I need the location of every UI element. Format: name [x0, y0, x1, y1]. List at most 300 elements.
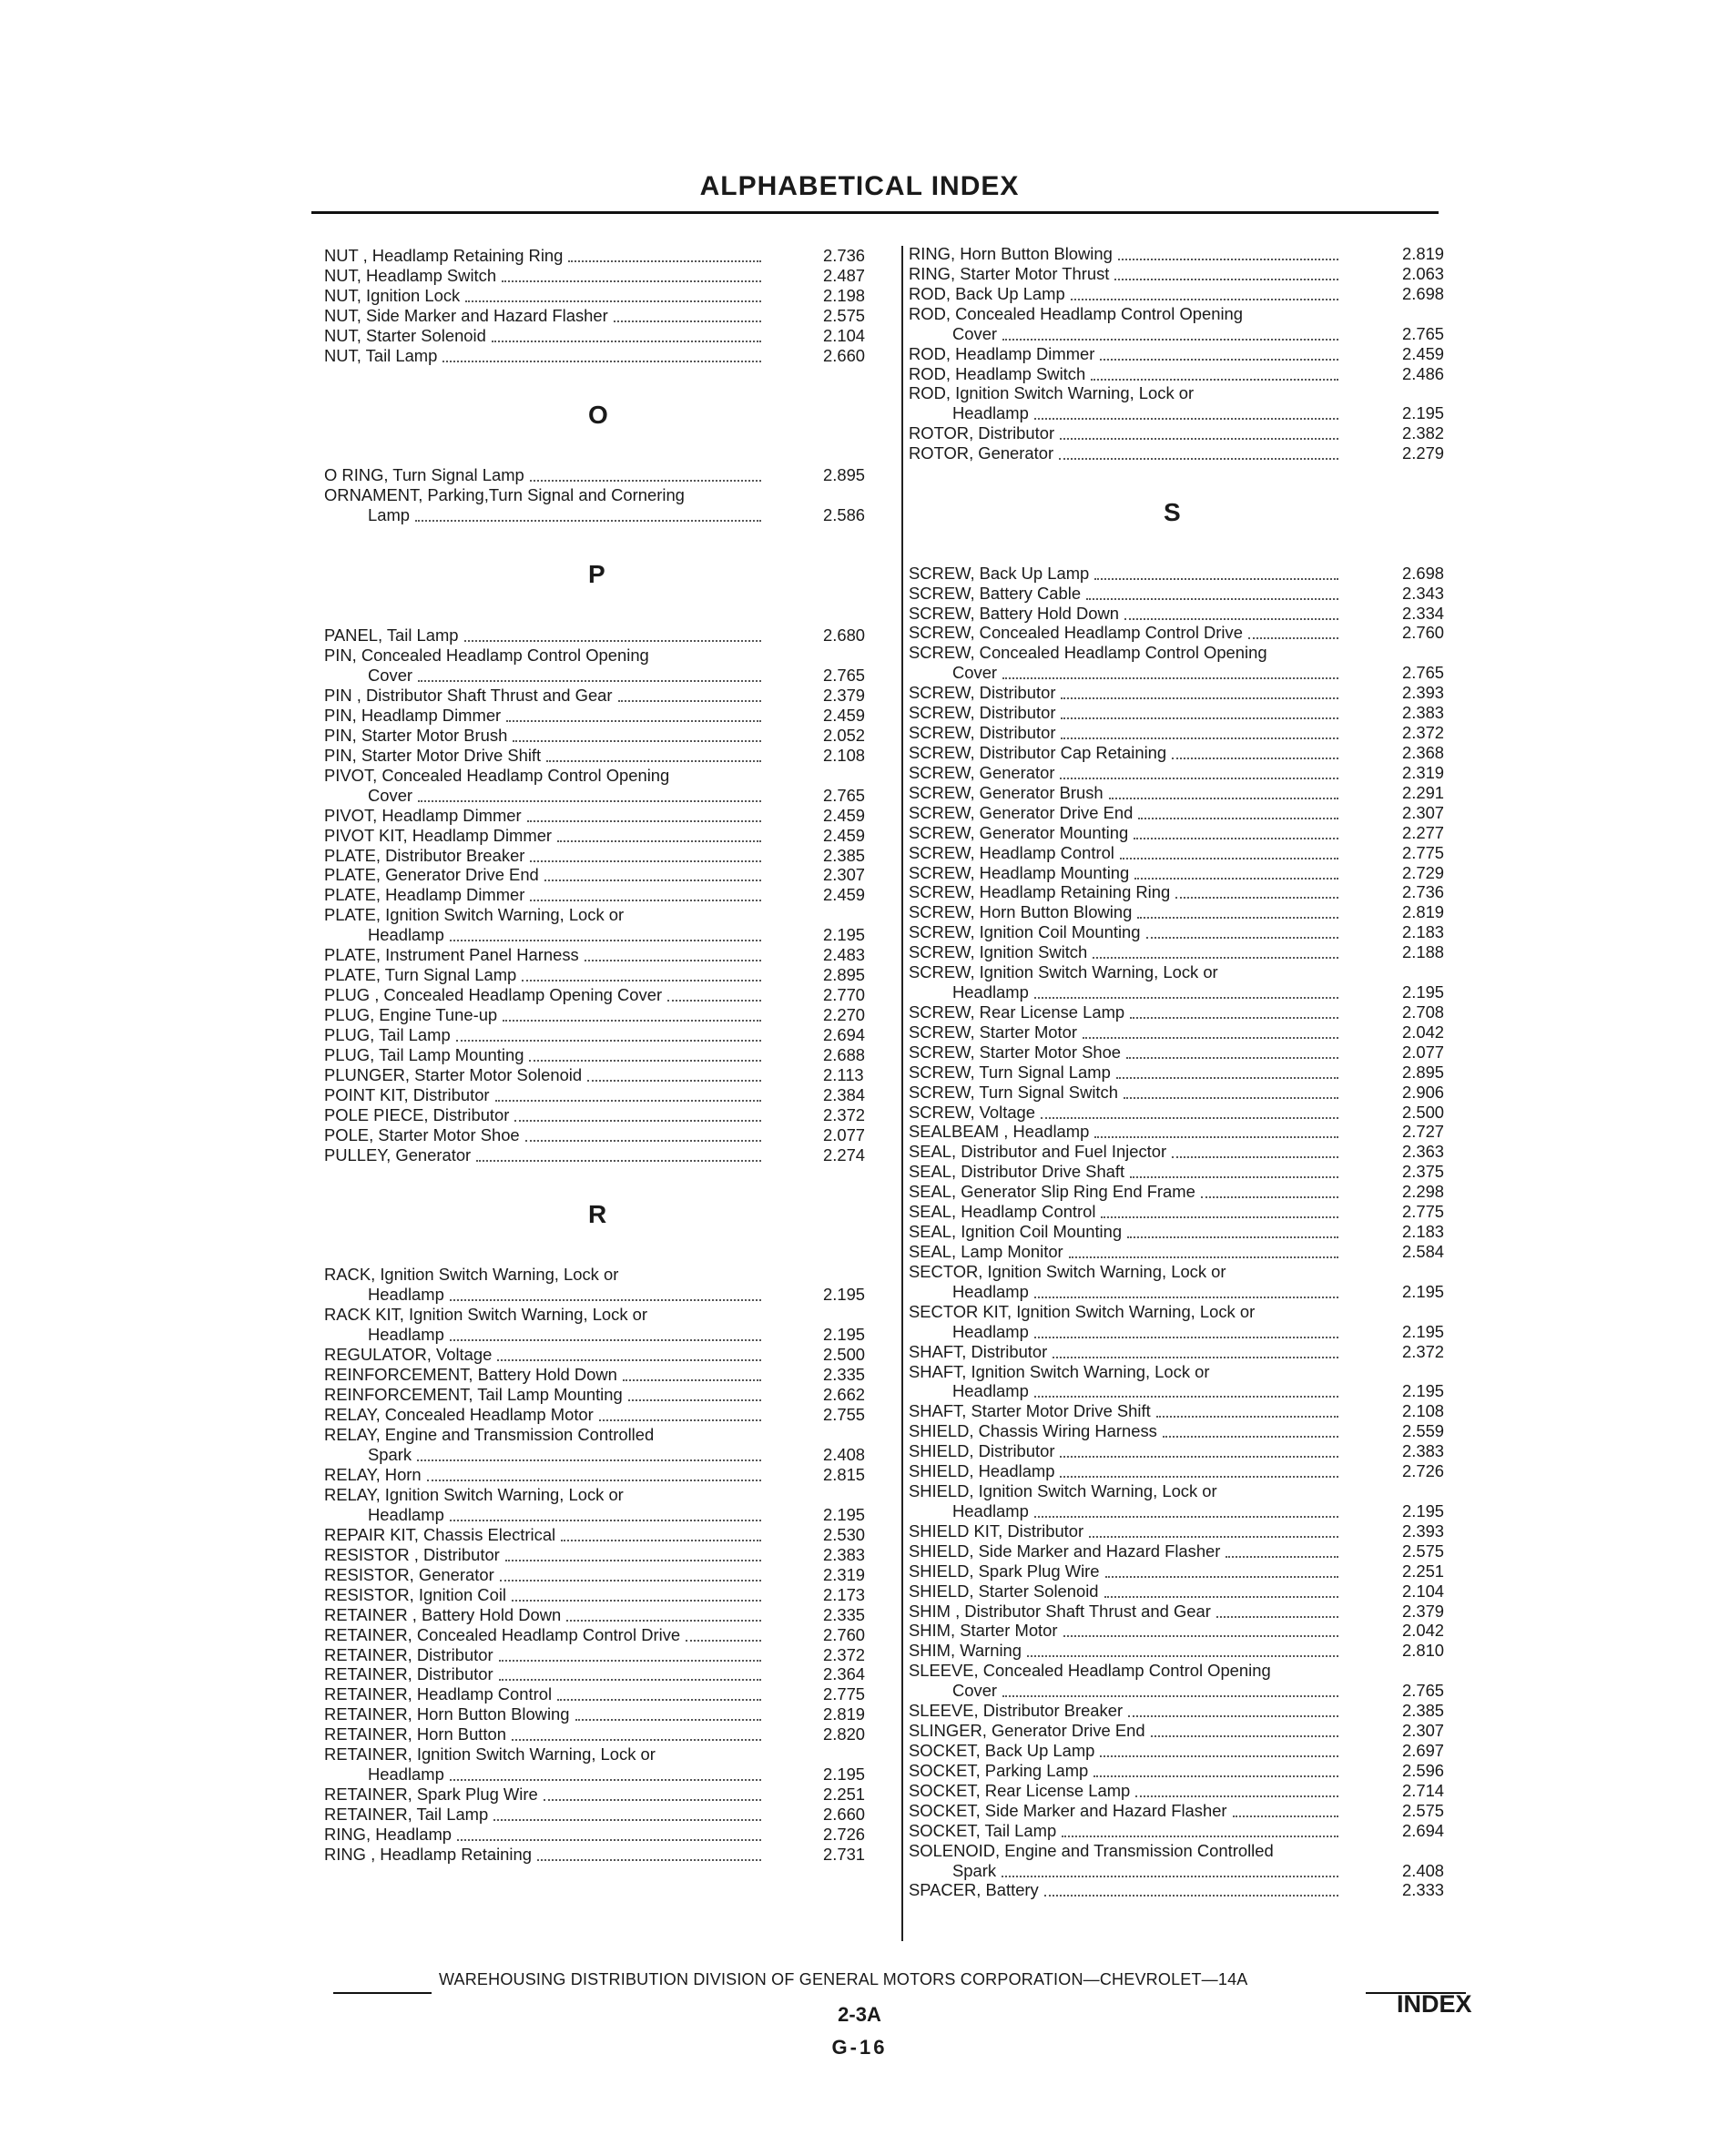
entry-page: 2.765	[1402, 663, 1445, 683]
entry-label: RETAINER, Ignition Switch Warning, Lock or	[324, 1744, 656, 1764]
entry-label: PLATE, Distributor Breaker	[324, 845, 525, 865]
entry-page: 2.188	[1402, 942, 1445, 962]
entry-page: 2.895	[1402, 1062, 1445, 1082]
entry-label: RING, Starter Motor Thrust	[909, 263, 1110, 283]
section-letter: P	[588, 560, 605, 589]
index-entry	[324, 1564, 866, 1585]
index-entry	[324, 1325, 866, 1345]
section-letter: R	[588, 1199, 607, 1228]
leader-dots	[1034, 418, 1338, 420]
index-entry	[909, 1222, 1470, 1242]
index-entry	[324, 665, 866, 686]
index-entry	[909, 1861, 1470, 1881]
entry-label: RING, Horn Button Blowing	[909, 244, 1113, 263]
leader-dots	[1216, 1616, 1338, 1618]
index-entry	[324, 1524, 866, 1545]
entry-page: 2.274	[823, 1144, 866, 1164]
leader-dots	[1172, 758, 1338, 759]
index-entry	[909, 882, 1470, 902]
leader-dots	[575, 1719, 762, 1721]
leader-dots	[1100, 1755, 1338, 1757]
entry-page: 2.335	[823, 1604, 866, 1624]
entry-label: SCREW, Generator Brush	[909, 782, 1104, 802]
entry-page: 2.372	[1402, 1341, 1445, 1361]
entry-page: 2.108	[1402, 1401, 1445, 1421]
entry-page: 2.694	[823, 1025, 866, 1045]
leader-dots	[1130, 1176, 1338, 1178]
entry-label: REINFORCEMENT, Battery Hold Down	[324, 1365, 617, 1385]
index-entry	[909, 1761, 1470, 1781]
index-entry	[324, 345, 866, 366]
leader-dots	[1034, 997, 1338, 999]
entry-page: 2.291	[1402, 782, 1445, 802]
index-entry	[324, 625, 866, 646]
entry-label: RETAINER, Horn Button Blowing	[324, 1704, 570, 1724]
leader-dots	[493, 1819, 761, 1821]
index-entry	[909, 902, 1470, 922]
leader-dots	[1034, 1396, 1338, 1398]
leader-dots	[561, 1540, 761, 1541]
entry-label: PIVOT, Concealed Headlamp Control Opening	[324, 765, 670, 785]
entry-page: 2.063	[1402, 263, 1445, 283]
leader-dots	[418, 800, 761, 802]
entry-label: SCREW, Generator Mounting	[909, 822, 1129, 842]
entry-page: 2.195	[823, 925, 866, 945]
entry-label: SEALBEAM , Headlamp	[909, 1122, 1090, 1142]
entry-page: 2.251	[1402, 1561, 1445, 1581]
entry-page: 2.530	[823, 1524, 866, 1544]
footer-division: WAREHOUSING DISTRIBUTION DIVISION OF GENERAL MOTORS CORPORATION—CHEVROLET—14A	[439, 1970, 1248, 1988]
index-entry	[909, 1342, 1470, 1362]
index-entry-heading	[324, 1425, 847, 1445]
leader-dots	[1002, 1876, 1338, 1877]
index-entry	[909, 1781, 1470, 1801]
leader-dots	[1248, 637, 1338, 639]
leader-dots	[1089, 1536, 1338, 1538]
leader-dots	[1104, 1596, 1338, 1598]
leader-dots	[464, 640, 761, 642]
entry-page: 2.500	[823, 1345, 866, 1365]
entry-page: 2.363	[1402, 1142, 1445, 1162]
leader-dots	[1002, 677, 1338, 679]
entry-page: 2.895	[823, 465, 866, 485]
entry-page: 2.688	[823, 1045, 866, 1064]
entry-label: SCREW, Ignition Coil Mounting	[909, 922, 1141, 942]
entry-page: 2.335	[823, 1365, 866, 1385]
entry-label: RETAINER, Distributor	[324, 1644, 493, 1664]
leader-dots	[1034, 1297, 1338, 1298]
entry-label: SPACER, Battery	[909, 1880, 1039, 1900]
leader-dots	[450, 1299, 761, 1301]
leader-dots	[476, 1160, 761, 1162]
entry-label: SCREW, Generator	[909, 762, 1055, 782]
entry-page: 2.559	[1402, 1421, 1445, 1441]
entry-label: SHIELD, Spark Plug Wire	[909, 1561, 1100, 1581]
index-entry	[909, 1621, 1470, 1641]
entry-page: 2.459	[823, 885, 866, 905]
leader-dots	[1172, 1156, 1338, 1158]
entry-label: SHIM, Starter Motor	[909, 1621, 1058, 1641]
leader-dots	[568, 260, 761, 262]
entry-label: SCREW, Concealed Headlamp Control Drive	[909, 623, 1243, 643]
index-entry	[909, 703, 1470, 723]
entry-page: 2.393	[1402, 683, 1445, 703]
entry-label: SOCKET, Parking Lamp	[909, 1760, 1089, 1780]
index-entry	[324, 885, 866, 905]
entry-label: PLUNGER, Starter Motor Solenoid	[324, 1064, 583, 1084]
entry-page: 2.195	[1402, 1321, 1445, 1341]
entry-page: 2.104	[1402, 1581, 1445, 1601]
entry-page: 2.364	[823, 1664, 866, 1684]
entry-label: SCREW, Headlamp Retaining Ring	[909, 882, 1171, 902]
entry-page: 2.895	[823, 965, 866, 985]
index-entry	[909, 1541, 1470, 1561]
entry-page: 2.698	[1402, 283, 1445, 303]
entry-label: SCREW, Distributor	[909, 723, 1056, 743]
entry-label: REGULATOR, Voltage	[324, 1345, 493, 1365]
entry-page: 2.770	[823, 985, 866, 1005]
index-entry	[909, 743, 1470, 763]
index-entry-heading	[324, 905, 847, 925]
entry-page: 2.765	[823, 785, 866, 805]
entry-label: SCREW, Turn Signal Lamp	[909, 1062, 1111, 1082]
entry-page: 2.382	[1402, 423, 1445, 443]
index-entry	[909, 1441, 1470, 1461]
index-entry	[909, 1641, 1470, 1661]
index-entry	[324, 705, 866, 726]
entry-page: 2.736	[823, 246, 866, 265]
index-entry	[324, 1045, 866, 1065]
index-entry	[909, 1202, 1470, 1222]
entry-label: Spark	[952, 1860, 997, 1880]
leader-dots	[1044, 1895, 1338, 1897]
index-entry	[909, 1282, 1470, 1302]
entry-label: SCREW, Battery Cable	[909, 583, 1082, 603]
leader-dots	[418, 680, 761, 682]
index-entry	[324, 1644, 866, 1665]
index-entry	[324, 465, 866, 485]
entry-page: 2.408	[823, 1445, 866, 1464]
leader-dots	[1124, 618, 1338, 620]
entry-label: Headlamp	[368, 1764, 444, 1785]
entry-label: POLE PIECE, Distributor	[324, 1104, 510, 1124]
entry-label: RING, Headlamp	[324, 1825, 453, 1845]
entry-label: Headlamp	[952, 1281, 1029, 1301]
index-entry	[324, 1124, 866, 1145]
entry-label: Headlamp	[368, 1325, 444, 1345]
index-entry-heading	[324, 1744, 847, 1764]
leader-dots	[1093, 957, 1338, 959]
entry-label: RACK, Ignition Switch Warning, Lock or	[324, 1265, 619, 1285]
entry-page: 2.584	[1402, 1242, 1445, 1261]
leader-dots	[1100, 359, 1338, 361]
index-entry	[324, 945, 866, 965]
entry-label: Cover	[952, 663, 998, 683]
leader-dots	[442, 361, 761, 362]
leader-dots	[1061, 697, 1338, 699]
entry-label: SCREW, Rear License Lamp	[909, 1002, 1125, 1022]
entry-label: PIN, Starter Motor Brush	[324, 725, 508, 745]
index-entry	[324, 725, 866, 746]
leader-dots	[628, 1399, 761, 1401]
leader-dots	[514, 1120, 761, 1122]
leader-dots	[1151, 1735, 1338, 1737]
entry-label: SOLENOID, Engine and Transmission Controlled	[909, 1840, 1274, 1860]
index-entry	[324, 305, 866, 326]
entry-label: SCREW, Ignition Switch	[909, 942, 1088, 962]
entry-page: 2.500	[1402, 1102, 1445, 1122]
leader-dots	[1061, 737, 1338, 739]
entry-page: 2.810	[1402, 1641, 1445, 1661]
entry-page: 2.183	[1402, 1222, 1445, 1242]
entry-label: PLATE, Turn Signal Lamp	[324, 965, 517, 985]
entry-page: 2.195	[1402, 1500, 1445, 1520]
leader-dots	[530, 900, 761, 901]
leader-dots	[450, 940, 761, 941]
entry-label: SCREW, Headlamp Control	[909, 842, 1114, 862]
entry-page: 2.486	[1402, 363, 1445, 383]
index-entry	[909, 344, 1470, 364]
entry-label: SCREW, Horn Button Blowing	[909, 902, 1133, 922]
entry-page: 2.596	[1402, 1760, 1445, 1780]
index-entry	[909, 1602, 1470, 1622]
entry-label: PIN , Distributor Shaft Thrust and Gear	[324, 685, 613, 705]
entry-label: SHIELD, Side Marker and Hazard Flasher	[909, 1541, 1221, 1561]
leader-dots	[599, 1419, 761, 1421]
entry-page: 2.195	[1402, 982, 1445, 1002]
index-entry	[909, 1561, 1470, 1581]
entry-label: SCREW, Distributor	[909, 683, 1056, 703]
entry-label: ROD, Ignition Switch Warning, Lock or	[909, 383, 1195, 403]
entry-page: 2.195	[823, 1325, 866, 1345]
entry-page: 2.104	[823, 325, 866, 345]
entry-label: PLUG , Concealed Headlamp Opening Cover	[324, 985, 663, 1005]
index-entry	[909, 1721, 1470, 1741]
leader-dots	[1059, 458, 1338, 460]
entry-label: SCREW, Distributor	[909, 703, 1056, 723]
leader-dots	[1034, 1516, 1338, 1518]
entry-page: 2.660	[823, 1805, 866, 1825]
index-entry	[909, 683, 1470, 703]
index-entry-heading	[324, 646, 847, 666]
index-entry	[909, 823, 1470, 843]
index-entry	[909, 843, 1470, 863]
leader-dots	[544, 880, 761, 881]
entry-label: Cover	[952, 323, 998, 343]
index-entry	[324, 1005, 866, 1025]
entry-page: 2.819	[1402, 244, 1445, 263]
index-entry	[909, 403, 1470, 423]
entry-label: SHIM , Distributor Shaft Thrust and Gear	[909, 1601, 1211, 1621]
leader-dots	[1127, 1236, 1338, 1238]
entry-label: POINT KIT, Distributor	[324, 1084, 490, 1104]
entry-label: RESISTOR, Ignition Coil	[324, 1584, 506, 1604]
footer-section: INDEX	[1397, 1990, 1472, 2018]
index-entry	[324, 1704, 866, 1724]
index-entry-heading	[909, 1362, 1470, 1382]
index-entry	[909, 1083, 1470, 1103]
index-entry	[909, 604, 1470, 624]
entry-page: 2.372	[823, 1104, 866, 1124]
entry-page: 2.077	[823, 1124, 866, 1144]
index-entry	[909, 942, 1470, 962]
page-number: G-16	[831, 2036, 888, 2059]
leader-dots	[1002, 339, 1338, 341]
entry-page: 2.765	[1402, 1681, 1445, 1701]
index-entry	[324, 805, 866, 826]
entry-page: 2.714	[1402, 1780, 1445, 1800]
entry-label: PLATE, Generator Drive End	[324, 865, 539, 885]
index-entry	[909, 1501, 1470, 1521]
index-entry	[909, 1002, 1470, 1022]
entry-label: NUT, Side Marker and Hazard Flasher	[324, 305, 608, 325]
entry-page: 2.459	[823, 825, 866, 845]
leader-dots	[525, 1140, 761, 1142]
entry-label: NUT , Headlamp Retaining Ring	[324, 246, 564, 265]
entry-label: SHAFT, Ignition Switch Warning, Lock or	[909, 1361, 1210, 1381]
leader-dots	[1086, 598, 1338, 600]
entry-page: 2.375	[1402, 1162, 1445, 1182]
entry-page: 2.662	[823, 1385, 866, 1405]
entry-label: PULLEY, Generator	[324, 1144, 472, 1164]
index-entry	[324, 1345, 866, 1365]
entry-label: REPAIR KIT, Chassis Electrical	[324, 1524, 556, 1544]
entry-page: 2.815	[823, 1464, 866, 1484]
leader-dots	[503, 1020, 761, 1022]
index-entry	[909, 1461, 1470, 1481]
leader-dots	[1060, 438, 1338, 440]
entry-page: 2.408	[1402, 1860, 1445, 1880]
index-entry	[909, 1122, 1470, 1142]
index-entry-heading	[909, 1661, 1470, 1681]
leader-dots	[1061, 717, 1338, 719]
leader-dots	[1126, 1057, 1338, 1059]
entry-label: RING , Headlamp Retaining	[324, 1845, 532, 1864]
index-entry-heading	[324, 485, 847, 505]
entry-page: 2.755	[823, 1405, 866, 1425]
index-entry	[909, 423, 1470, 443]
leader-dots	[667, 1000, 761, 1002]
index-entry	[324, 1104, 866, 1125]
leader-dots	[529, 1060, 761, 1062]
entry-page: 2.820	[823, 1724, 866, 1744]
column-divider	[901, 246, 903, 1941]
entry-page: 2.195	[823, 1764, 866, 1785]
index-entry	[324, 1805, 866, 1825]
leader-dots	[1053, 1357, 1338, 1358]
index-entry	[909, 863, 1470, 883]
entry-label: RELAY, Ignition Switch Warning, Lock or	[324, 1484, 624, 1504]
leader-dots	[427, 1480, 761, 1481]
entry-page: 2.379	[1402, 1601, 1445, 1621]
entry-label: RESISTOR, Generator	[324, 1564, 494, 1584]
entry-label: SCREW, Battery Hold Down	[909, 603, 1119, 623]
entry-label: PIVOT, Headlamp Dimmer	[324, 805, 522, 825]
leader-dots	[502, 280, 761, 282]
leader-dots	[495, 1100, 761, 1102]
entry-label: SOCKET, Rear License Lamp	[909, 1780, 1131, 1800]
entry-label: SHIELD, Starter Solenoid	[909, 1581, 1099, 1601]
index-entry	[324, 285, 866, 306]
entry-label: SOCKET, Tail Lamp	[909, 1820, 1057, 1840]
index-entry	[324, 965, 866, 985]
index-entry	[324, 1464, 866, 1485]
index-entry	[324, 1544, 866, 1565]
entry-page: 2.775	[1402, 842, 1445, 862]
index-entry	[909, 1421, 1470, 1441]
entry-label: PLATE, Headlamp Dimmer	[324, 885, 525, 905]
entry-label: ROD, Headlamp Switch	[909, 363, 1086, 383]
entry-label: Headlamp	[368, 1285, 444, 1305]
entry-label: PANEL, Tail Lamp	[324, 625, 459, 646]
index-entry-heading	[909, 1302, 1470, 1322]
leader-dots	[1134, 878, 1338, 880]
leader-dots	[417, 1459, 761, 1461]
entry-label: SCREW, Starter Motor	[909, 1022, 1077, 1042]
leader-dots	[450, 1779, 761, 1781]
leader-dots	[1120, 858, 1338, 859]
index-entry-heading	[324, 766, 847, 786]
index-entry	[324, 1584, 866, 1605]
entry-page: 2.042	[1402, 1621, 1445, 1641]
entry-label: SHAFT, Distributor	[909, 1341, 1048, 1361]
index-entry	[909, 1381, 1470, 1401]
entry-label: ROD, Concealed Headlamp Control Opening	[909, 303, 1243, 323]
entry-label: PIVOT KIT, Headlamp Dimmer	[324, 825, 553, 845]
leader-dots	[566, 1620, 761, 1622]
index-entry	[324, 1445, 866, 1465]
entry-label: ROTOR, Generator	[909, 443, 1054, 463]
index-entry-heading	[909, 304, 1470, 324]
index-entry	[909, 1042, 1470, 1063]
index-entry	[324, 1825, 866, 1845]
leader-dots	[415, 520, 761, 522]
entry-page: 2.319	[823, 1564, 866, 1584]
entry-label: SCREW, Headlamp Mounting	[909, 862, 1130, 882]
leader-dots	[537, 1859, 761, 1861]
entry-label: PLATE, Instrument Panel Harness	[324, 945, 579, 965]
entry-label: SECTOR KIT, Ignition Switch Warning, Lock or	[909, 1301, 1256, 1321]
entry-label: NUT, Ignition Lock	[324, 285, 461, 305]
leader-dots	[557, 1699, 761, 1701]
entry-page: 2.270	[823, 1005, 866, 1025]
entry-label: SHIELD KIT, Distributor	[909, 1520, 1084, 1541]
entry-page: 2.195	[1402, 1381, 1445, 1401]
entry-page: 2.765	[1402, 323, 1445, 343]
index-entry	[909, 1741, 1470, 1761]
leader-dots	[623, 1379, 761, 1381]
index-entry	[909, 1401, 1470, 1421]
entry-label: O RING, Turn Signal Lamp	[324, 465, 524, 485]
index-entry	[909, 1103, 1470, 1123]
entry-label: NUT, Starter Solenoid	[324, 325, 486, 345]
entry-label: SECTOR, Ignition Switch Warning, Lock or	[909, 1261, 1226, 1281]
footer-rule	[333, 1992, 432, 1994]
leader-dots	[506, 720, 761, 722]
leader-dots	[522, 980, 761, 981]
entry-label: SEAL, Headlamp Control	[909, 1202, 1096, 1222]
leader-dots	[1063, 1635, 1338, 1637]
entry-page: 2.383	[1402, 1441, 1445, 1461]
index-entry	[909, 1022, 1470, 1042]
entry-label: RELAY, Horn	[324, 1464, 422, 1484]
page-ref: 2-3A	[838, 2003, 881, 2026]
entry-label: Cover	[368, 665, 413, 685]
entry-label: PLUG, Tail Lamp	[324, 1025, 451, 1045]
leader-dots	[465, 300, 761, 302]
entry-label: PIN, Headlamp Dimmer	[324, 705, 502, 725]
leader-dots	[587, 1080, 761, 1082]
